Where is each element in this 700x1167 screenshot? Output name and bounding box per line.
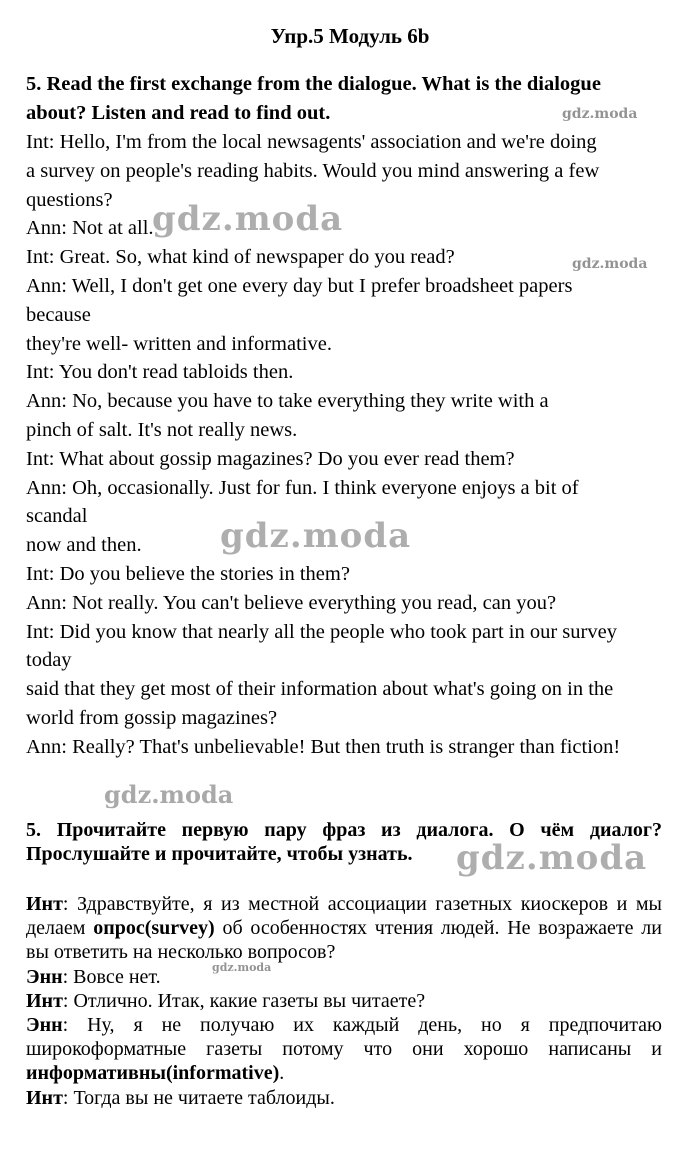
watermark-logo: gdz.moda	[104, 780, 234, 809]
dialogue-text: : Вовсе нет.	[62, 965, 161, 988]
speaker-label: Инт	[26, 1086, 63, 1109]
russian-dialogue	[26, 892, 662, 1110]
english-task-line: about? Listen and read to find out.	[26, 101, 331, 124]
dialogue-line: world from gossip magazines?	[26, 706, 278, 729]
dialogue-line: Ann: Really? That's unbelievable! But then truth is stranger than fiction!	[26, 735, 621, 758]
speaker-label: Инт	[26, 989, 63, 1012]
dialogue-line: Int: Did you know that nearly all the people who took part in our survey	[26, 620, 617, 643]
dialogue-line: scandal	[26, 505, 88, 528]
dialogue-line: now and then.	[26, 534, 142, 557]
russian-dialogue-paragraph	[26, 1013, 662, 1086]
dialogue-line: Ann: Well, I don't get one every day but I prefer broadsheet papers	[26, 274, 573, 297]
english-task-heading	[26, 70, 676, 128]
watermark-logo: gdz.moda	[572, 256, 648, 272]
speaker-label: Инт	[26, 893, 63, 915]
english-task-line: 5. Read the first exchange from the dialogue. What is the dialogue	[26, 73, 601, 95]
dialogue-line: Ann: Not really. You can't believe everything you read, can you?	[26, 591, 557, 614]
dialogue-text: .	[279, 1062, 285, 1085]
dialogue-line: Ann: Not at all.	[26, 217, 154, 240]
speaker-label: Энн	[26, 965, 63, 988]
dialogue-line: a survey on people's reading habits. Would you mind answering a few	[26, 159, 600, 182]
watermark-logo: gdz.moda	[456, 838, 648, 878]
dialogue-line: Int: Do you believe the stories in them?	[26, 562, 350, 585]
dialogue-text: : Ну, я не получаю их каждый день, но я предпочитаю широкоформатные газеты потому что они хорошо написаны и	[26, 1014, 662, 1061]
watermark-logo: gdz.moda	[152, 199, 344, 239]
watermark-logo: gdz.moda	[212, 961, 272, 974]
dialogue-line: because	[26, 303, 91, 326]
russian-task-heading: 5. Прочитайте первую пару фраз из диалога. О чём диалог? Прослушайте и прочитайте, чтобы узнать.	[26, 819, 662, 866]
english-dialogue	[26, 128, 676, 762]
dialogue-text: : Отлично. Итак, какие газеты вы читаете?	[62, 989, 426, 1012]
dialogue-line: today	[26, 649, 72, 672]
dialogue-line: Int: Hello, I'm from the local newsagents' association and we're doing	[26, 131, 597, 153]
vocab-term: опрос(survey)	[93, 917, 215, 940]
dialogue-line: Int: Great. So, what kind of newspaper do you read?	[26, 246, 455, 269]
dialogue-line: Int: What about gossip magazines? Do you ever read them?	[26, 447, 515, 470]
dialogue-text: : Здравствуйте, я из местной ассоциации газетных киоскеров и мы делаем	[26, 893, 662, 940]
dialogue-line: pinch of salt. It's not really news.	[26, 418, 298, 441]
dialogue-text: об особенностях чтения людей. Не возражаете ли вы ответить на несколько вопросов?	[26, 917, 662, 964]
page-title: Упр.5 Модуль 6b	[270, 24, 430, 48]
dialogue-line: questions?	[26, 188, 113, 211]
russian-dialogue-paragraph	[26, 892, 662, 965]
watermark-logo: gdz.moda	[562, 106, 638, 122]
russian-dialogue-paragraph	[26, 965, 662, 989]
dialogue-line: said that they get most of their information about what's going on in the	[26, 678, 614, 701]
russian-dialogue-paragraph	[26, 989, 662, 1013]
dialogue-text: : Тогда вы не читаете таблоиды.	[62, 1086, 335, 1109]
watermark-logo: gdz.moda	[220, 516, 412, 556]
vocab-term: информативны(informative)	[26, 1062, 280, 1085]
dialogue-line: Int: You don't read tabloids then.	[26, 361, 294, 384]
dialogue-line: they're well- written and informative.	[26, 332, 332, 355]
dialogue-line: Ann: Oh, occasionally. Just for fun. I think everyone enjoys a bit of	[26, 476, 579, 499]
dialogue-line: Ann: No, because you have to take everything they write with a	[26, 390, 549, 413]
speaker-label: Энн	[26, 1014, 63, 1037]
russian-dialogue-paragraph	[26, 1086, 662, 1110]
